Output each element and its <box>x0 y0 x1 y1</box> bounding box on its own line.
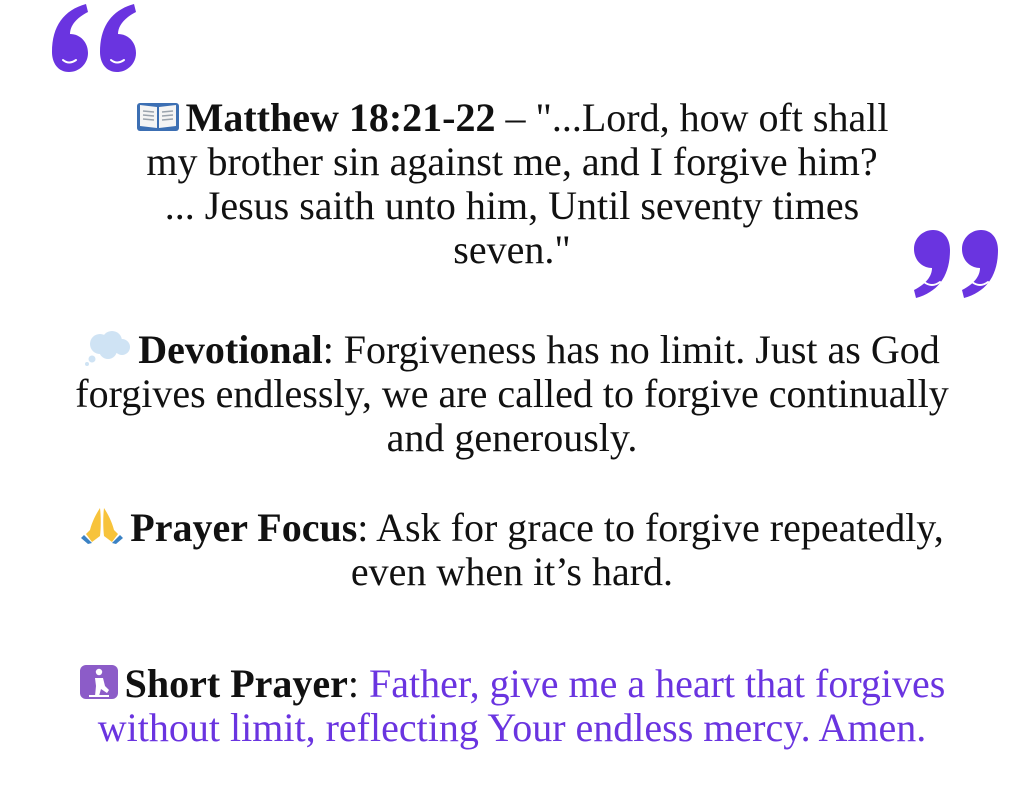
short-prayer-line-2: without limit, reflecting Your endless mercy. Amen. <box>97 705 927 750</box>
verse-line-4: seven." <box>453 227 571 272</box>
verse-section <box>30 96 994 272</box>
prayer-focus-text-1: : Ask for grace to forgive repeatedly, <box>357 505 944 550</box>
short-prayer-colon: : <box>347 661 370 706</box>
verse-line-1 <box>30 96 994 140</box>
devotional-line-2: forgives endlessly, we are called to forgive continually <box>75 371 949 416</box>
prayer-focus-label: Prayer Focus <box>130 505 358 550</box>
open-quote-icon <box>46 2 144 74</box>
verse-line-3: ... Jesus saith unto him, Until seventy times <box>164 183 860 228</box>
verse-separator: – <box>495 95 536 140</box>
prayer-focus-line-2: even when it’s hard. <box>350 549 674 594</box>
verse-line-2: my brother sin against me, and I forgive him? <box>146 139 878 184</box>
verse-reference: Matthew 18:21-22 <box>185 95 496 140</box>
open-book-icon <box>136 100 180 134</box>
devotional-text-1: : Forgiveness has no limit. Just as God <box>322 327 940 372</box>
place-of-worship-icon <box>79 664 119 700</box>
praying-hands-icon <box>80 506 124 544</box>
devotional-label: Devotional <box>138 327 323 372</box>
short-prayer-text-1: Father, give me a heart that forgives <box>369 661 946 706</box>
devotional-section <box>30 328 994 460</box>
devotional-line-1 <box>30 328 994 372</box>
prayer-focus-line-1 <box>30 506 994 550</box>
short-prayer-label: Short Prayer <box>124 661 348 706</box>
short-prayer-line-1 <box>30 662 994 706</box>
verse-text-1: "...Lord, how oft shall <box>535 95 889 140</box>
devotional-line-3: and generously. <box>386 415 638 460</box>
prayer-focus-section <box>30 506 994 594</box>
short-prayer-section <box>30 662 994 750</box>
thought-bubble-icon <box>84 330 132 366</box>
